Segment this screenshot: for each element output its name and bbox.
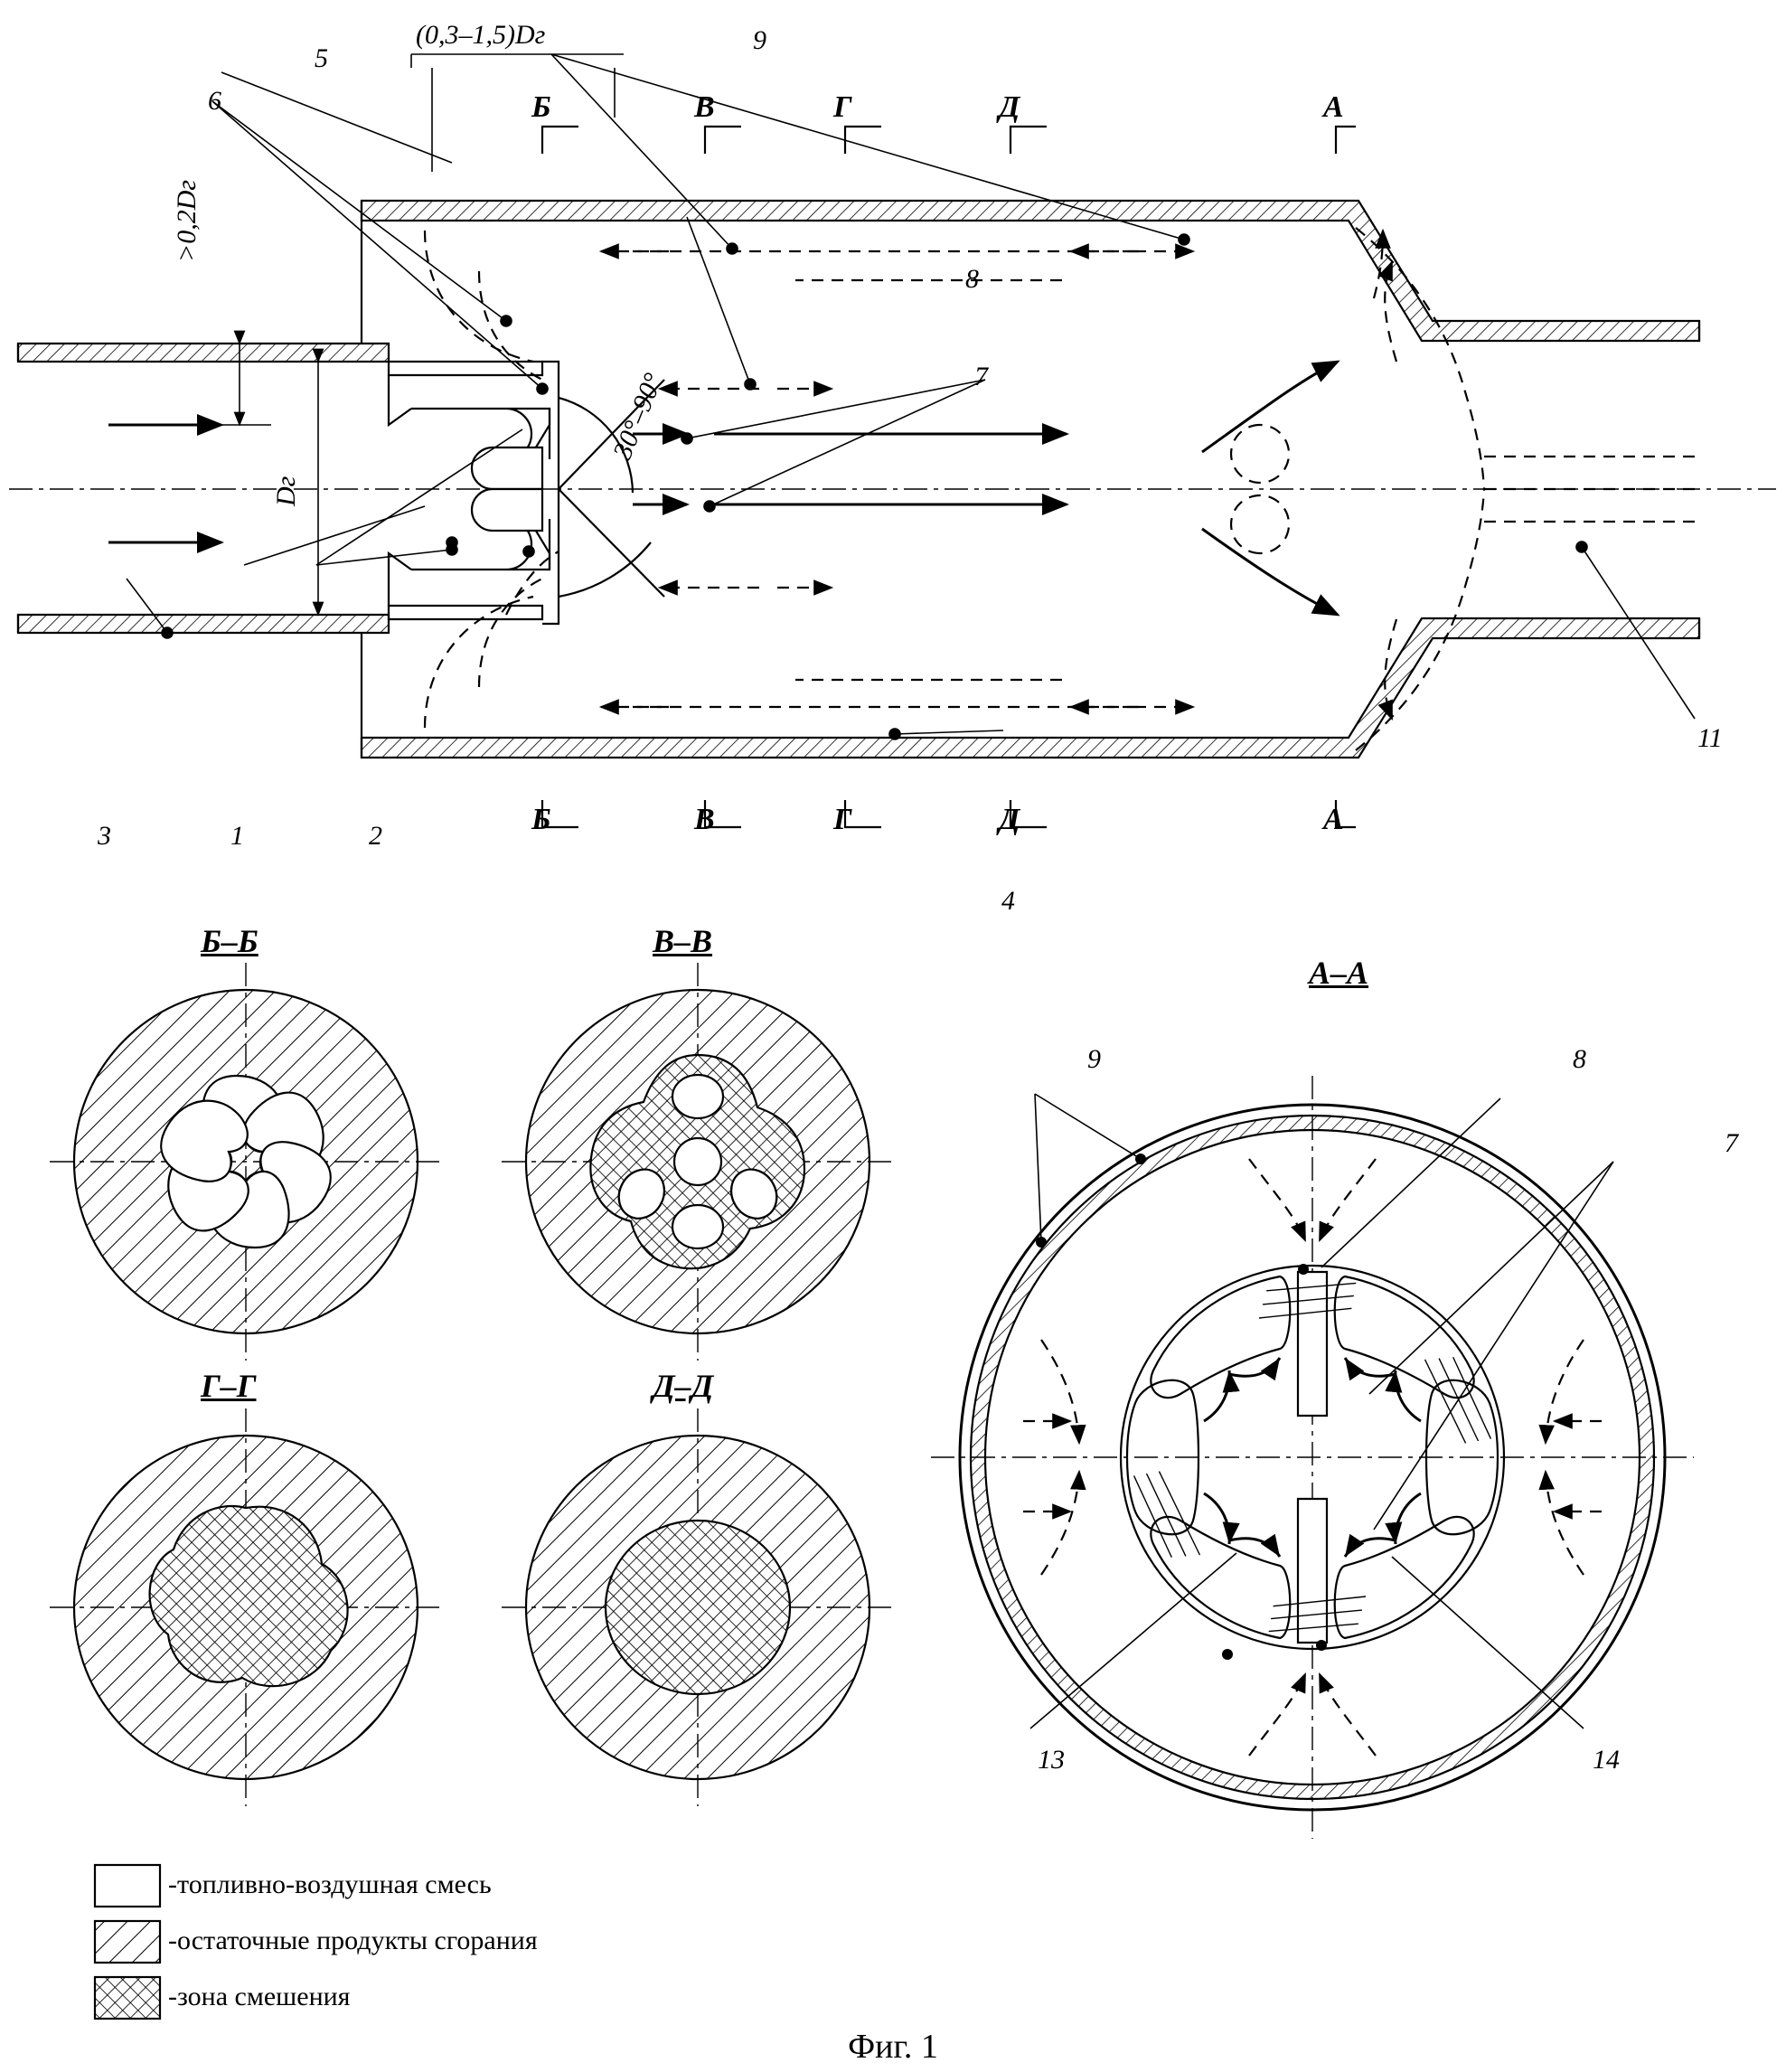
legend-swatches [95, 1865, 160, 2019]
section-mark-bottom-g: Г [833, 803, 852, 836]
section-aa-callout-7: 7 [1725, 1128, 1738, 1158]
dimension-offset-label: >0,2Dг [172, 179, 202, 262]
section-title-aa: А–А [1309, 955, 1369, 991]
section-title-dd: Д–Д [653, 1368, 714, 1404]
callout-11: 11 [1697, 723, 1723, 753]
figure-caption: Фиг. 1 [848, 2028, 938, 2066]
section-aa-callout-14: 14 [1593, 1745, 1620, 1775]
section-aa-callout-8: 8 [1573, 1044, 1586, 1074]
section-mark-top-d: Д [999, 90, 1020, 124]
section-marks-bottom [542, 800, 1356, 827]
callout-2: 2 [369, 821, 382, 851]
main-longitudinal-section [9, 54, 1776, 827]
dimension-diameter-label: Dг [271, 476, 301, 506]
section-mark-bottom-b: Б [531, 803, 551, 836]
section-gg-drawing [50, 1408, 443, 1806]
section-mark-bottom-d: Д [999, 803, 1020, 836]
section-mark-top-a: А [1323, 90, 1344, 124]
section-mark-top-b: Б [531, 90, 551, 124]
callout-6: 6 [208, 86, 221, 116]
section-marks-top [542, 127, 1356, 154]
legend-label-1: -остаточные продукты сгорания [168, 1926, 538, 1955]
section-mark-top-g: Г [833, 90, 852, 124]
legend-label-2: -зона смешения [168, 1982, 351, 2011]
callout-1: 1 [230, 821, 244, 851]
callout-4: 4 [1001, 886, 1015, 916]
callout-5: 5 [315, 43, 328, 73]
section-mark-bottom-v: В [694, 803, 715, 836]
section-mark-bottom-a: А [1323, 803, 1344, 836]
section-bb-drawing [50, 963, 443, 1361]
callout-7: 7 [974, 362, 988, 391]
section-dd-drawing [502, 1408, 895, 1806]
dimension-chamber-length-label: (0,3–1,5)Dг [416, 20, 546, 50]
section-mark-top-v: В [694, 90, 715, 124]
section-title-bb: Б–Б [201, 923, 258, 959]
section-title-vv: В–В [653, 923, 713, 959]
section-aa-drawing [931, 1076, 1694, 1839]
callout-8: 8 [965, 264, 979, 294]
section-title-gg: Г–Г [201, 1368, 257, 1404]
section-aa-callout-13: 13 [1038, 1745, 1065, 1775]
section-aa-callout-9: 9 [1087, 1044, 1101, 1074]
dimension-angle-label: 30°–90° [607, 369, 669, 464]
legend-label-0: -топливно-воздушная смесь [168, 1870, 492, 1899]
dimension-chamber-length [411, 54, 624, 172]
callout-9: 9 [753, 25, 766, 55]
section-vv-drawing [502, 963, 895, 1361]
callout-3: 3 [98, 821, 111, 851]
